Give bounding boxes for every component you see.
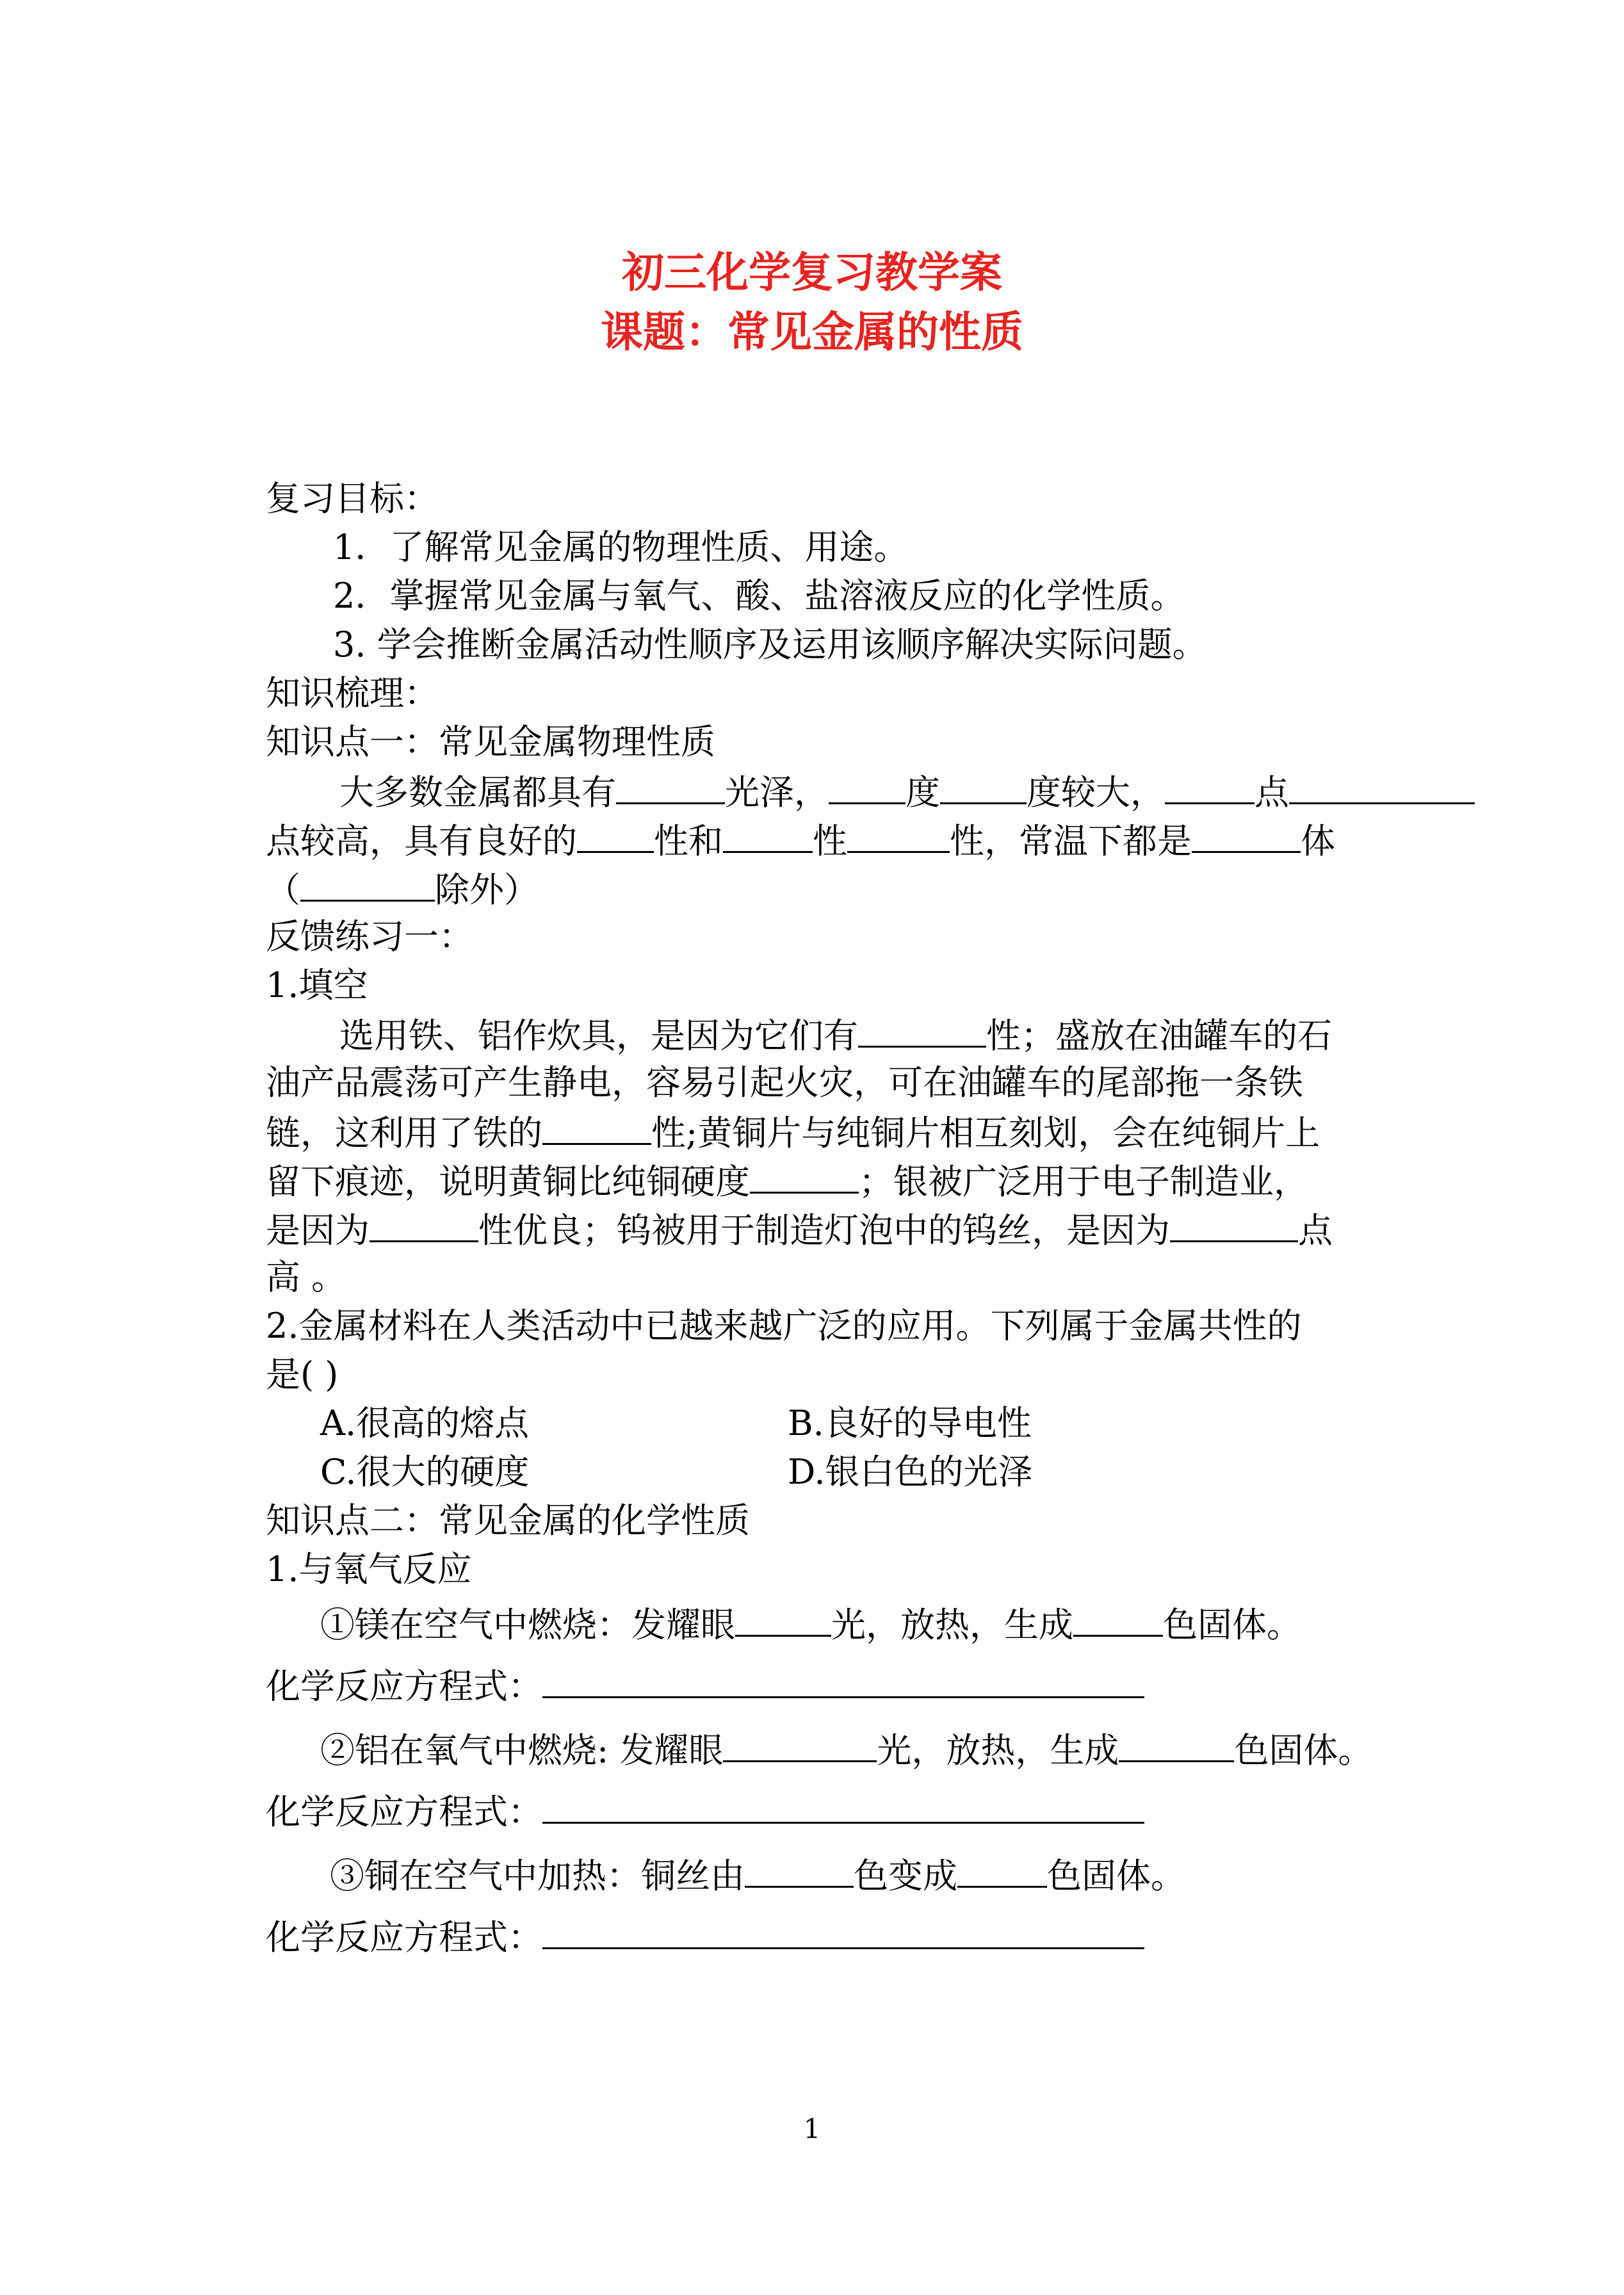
fill-blank[interactable] xyxy=(616,770,725,804)
equation-line xyxy=(266,1917,1144,1958)
q1-line xyxy=(266,1208,1333,1251)
fill-blank[interactable] xyxy=(1119,1728,1234,1762)
knowledge-heading: 知识梳理： xyxy=(266,673,439,713)
q1-line: 油产品震荡可产生静电，容易引起火灾，可在油罐车的尾部拖一条铁 xyxy=(266,1062,1303,1103)
text-segment: 链，这利用了铁的 xyxy=(266,1113,542,1153)
lesson-topic: 课题：常见金属的性质 xyxy=(601,307,1023,357)
text-segment: 选用铁、铝作炊具，是因为它们有 xyxy=(339,1016,858,1056)
equation-line xyxy=(266,1666,1144,1707)
text-segment: 留下痕迹，说明黄铜比纯铜硬度 xyxy=(266,1162,750,1202)
fill-blank[interactable] xyxy=(750,1160,859,1194)
equation-line xyxy=(266,1791,1144,1833)
text-segment: ；银被广泛用于电子制造业， xyxy=(859,1162,1308,1202)
text-segment: 色固体。 xyxy=(1163,1605,1301,1645)
text-segment: 除外） xyxy=(435,870,539,910)
text-segment: 性，常温下都是 xyxy=(950,821,1192,861)
goal-item: 3. 学会推断金属活动性顺序及运用该顺序解决实际问题。 xyxy=(333,624,1207,665)
option-c[interactable]: C.很大的硬度 xyxy=(320,1452,530,1492)
point1-line xyxy=(266,868,539,911)
equation-blank[interactable] xyxy=(542,1666,1144,1698)
text-segment: 光，放热，生成 xyxy=(877,1730,1119,1771)
text-segment: 性优良；钨被用于制造灯泡中的钨丝，是因为 xyxy=(478,1210,1170,1251)
option-b[interactable]: B.良好的导电性 xyxy=(788,1403,1032,1443)
fill-blank[interactable] xyxy=(1170,1208,1298,1242)
text-segment: 是因为 xyxy=(266,1210,369,1251)
equation-label: 化学反应方程式： xyxy=(266,1792,542,1832)
q1-line xyxy=(266,1111,1320,1154)
fill-blank[interactable] xyxy=(745,1854,854,1888)
text-segment: 光，放热，生成 xyxy=(831,1605,1073,1645)
text-segment: 性；盛放在油罐车的石 xyxy=(986,1016,1332,1056)
point1-line xyxy=(339,770,1475,813)
point1-line xyxy=(266,819,1335,862)
q2-stem: 是( ) xyxy=(266,1354,339,1395)
fill-blank[interactable] xyxy=(723,1728,877,1762)
fill-blank[interactable] xyxy=(1165,770,1255,804)
text-segment: ②铝在氧气中燃烧: 发耀眼 xyxy=(320,1730,724,1771)
fill-blank[interactable] xyxy=(829,770,905,804)
q2-stem: 2.金属材料在人类活动中已越来越广泛的应用。下列属于金属共性的 xyxy=(266,1306,1302,1346)
option-a[interactable]: A.很高的熔点 xyxy=(320,1403,530,1443)
q1-line xyxy=(339,1014,1332,1057)
mg-line xyxy=(320,1603,1301,1646)
fill-blank[interactable] xyxy=(1289,770,1475,804)
fill-blank[interactable] xyxy=(300,868,435,902)
equation-label: 化学反应方程式： xyxy=(266,1666,542,1707)
text-segment: ①镁在空气中燃烧：发耀眼 xyxy=(320,1605,735,1645)
text-segment: 性 xyxy=(813,821,847,861)
fill-blank[interactable] xyxy=(957,1854,1047,1888)
point2-sub1: 1.与氧气反应 xyxy=(266,1549,472,1589)
text-segment: 度 xyxy=(905,772,940,813)
fill-blank[interactable] xyxy=(369,1208,478,1242)
fill-blank[interactable] xyxy=(1192,819,1301,853)
point2-heading: 知识点二：常见金属的化学性质 xyxy=(266,1500,750,1541)
equation-blank[interactable] xyxy=(542,1917,1144,1949)
fill-blank[interactable] xyxy=(847,819,950,853)
text-segment: 点 xyxy=(1255,772,1289,813)
fill-blank[interactable] xyxy=(723,819,813,853)
text-segment: ③铜在空气中加热：铜丝由 xyxy=(330,1856,745,1896)
text-segment: 色变成 xyxy=(854,1856,957,1896)
equation-blank[interactable] xyxy=(542,1791,1144,1824)
text-segment: 体 xyxy=(1301,821,1335,861)
cu-line xyxy=(330,1854,1185,1897)
text-segment: 度较大， xyxy=(1027,772,1165,813)
goal-item: 2．掌握常见金属与氧气、酸、盐溶液反应的化学性质。 xyxy=(333,576,1185,616)
text-segment: 大多数金属都具有 xyxy=(339,772,616,813)
fill-blank[interactable] xyxy=(542,1111,651,1145)
text-segment: （ xyxy=(266,870,300,910)
point1-heading: 知识点一：常见金属物理性质 xyxy=(266,722,715,762)
fill-blank[interactable] xyxy=(735,1603,831,1637)
equation-label: 化学反应方程式： xyxy=(266,1917,542,1958)
exercise1-heading: 反馈练习一： xyxy=(266,916,473,957)
text-segment: 色固体。 xyxy=(1234,1730,1373,1771)
fill-blank[interactable] xyxy=(577,819,654,853)
text-segment: 性和 xyxy=(654,821,723,861)
fill-blank[interactable] xyxy=(1073,1603,1163,1637)
fill-blank[interactable] xyxy=(858,1014,986,1048)
goal-item: 1．了解常见金属的物理性质、用途。 xyxy=(333,527,909,567)
text-segment: 点 xyxy=(1298,1210,1333,1251)
q1-heading: 1.填空 xyxy=(266,965,368,1005)
doc-title: 初三化学复习教学案 xyxy=(622,247,1002,297)
text-segment: 色固体。 xyxy=(1047,1856,1185,1896)
text-segment: 点较高，具有良好的 xyxy=(266,821,577,861)
fill-blank[interactable] xyxy=(940,770,1027,804)
text-segment: 性;黄铜片与纯铜片相互刻划，会在纯铜片上 xyxy=(651,1113,1320,1153)
goals-heading: 复习目标： xyxy=(266,478,439,519)
option-d[interactable]: D.银白色的光泽 xyxy=(788,1452,1033,1492)
q1-line xyxy=(266,1160,1308,1203)
page-number: 1 xyxy=(803,2113,821,2145)
q1-line: 高 。 xyxy=(266,1257,346,1297)
al-line xyxy=(320,1728,1372,1771)
text-segment: 光泽， xyxy=(725,772,829,813)
